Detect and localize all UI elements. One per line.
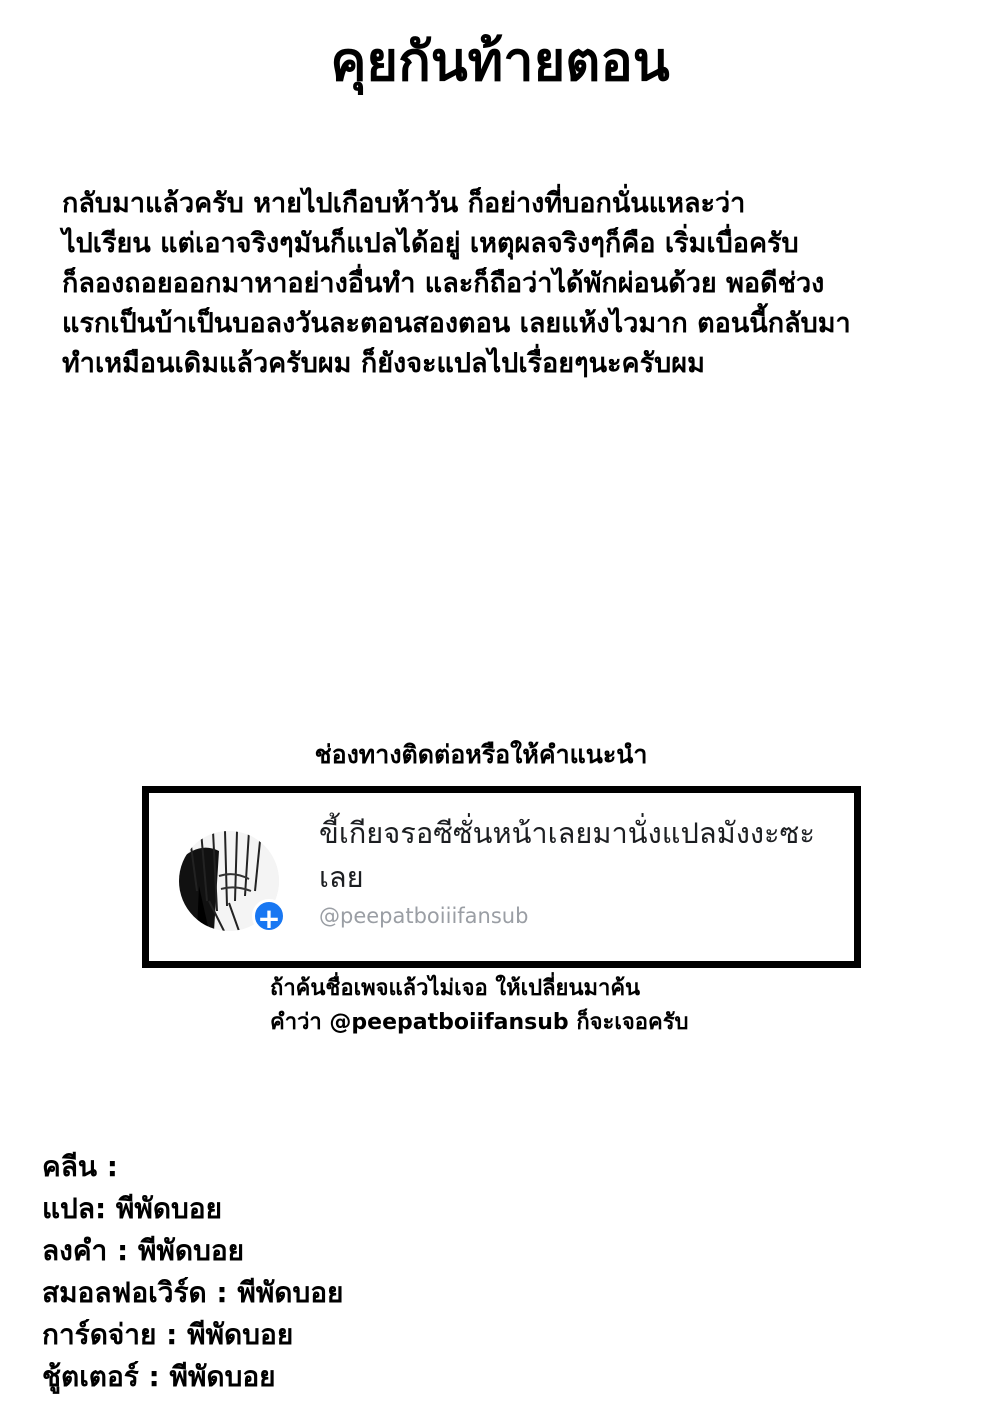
credit-translator: แปล: พีพัดบอย bbox=[42, 1192, 223, 1225]
search-hint-line: คำว่า @peepatboiifansub ก็จะเจอครับ bbox=[270, 1010, 689, 1035]
afterword-line: ทำเหมือนเดิมแล้วครับผม ก็ยังจะแปลไปเรื่อยๆนะครับผม bbox=[62, 348, 705, 379]
search-hint-line: ถ้าค้นชื่อเพจแล้วไม่เจอ ให้เปลี่ยนมาค้น bbox=[270, 976, 641, 1001]
afterword-text bbox=[62, 184, 962, 384]
credits-list bbox=[42, 1146, 942, 1398]
credit-cleaner: คลีน : bbox=[42, 1150, 118, 1183]
credit-shooter: ชู้ตเตอร์ : พีพัดบอย bbox=[42, 1360, 276, 1393]
page-handle: @peepatboiiifansub bbox=[319, 904, 529, 928]
credit-typesetter: ลงคำ : พีพัดบอย bbox=[42, 1234, 245, 1267]
search-hint bbox=[270, 972, 970, 1040]
credit-point-guard: การ์ดจ่าย : พีพัดบอย bbox=[42, 1318, 294, 1351]
afterword-line: ไปเรียน แต่เอาจริงๆมันก็แปลได้อยู่ เหตุผลจริงๆก็คือ เริ่มเบื่อครับ bbox=[62, 228, 799, 259]
page-title: คุยกันท้ายตอน bbox=[330, 30, 670, 93]
contact-heading: ช่องทางติดต่อหรือให้คำแนะนำ bbox=[314, 740, 648, 769]
afterword-line: แรกเป็นบ้าเป็นบอลงวันละตอนสองตอน เลยแห้งไวมาก ตอนนี้กลับมา bbox=[62, 308, 851, 339]
facebook-page-card[interactable] bbox=[142, 786, 861, 968]
credit-small-forward: สมอลฟอเวิร์ด : พีพัดบอย bbox=[42, 1276, 344, 1309]
plus-icon[interactable]: + bbox=[252, 899, 286, 933]
afterword-line: กลับมาแล้วครับ หายไปเกือบห้าวัน ก็อย่างที่บอกนั่นแหละว่า bbox=[62, 188, 746, 219]
page-name[interactable]: ขี้เกียจรอซีซั่นหน้าเลยมานั่งแปลมังงะซะเลย bbox=[319, 816, 815, 894]
afterword-line: ก็ลองถอยออกมาหาอย่างอื่นทำ และก็ถือว่าได้พักผ่อนด้วย พอดีช่วง bbox=[62, 268, 825, 299]
